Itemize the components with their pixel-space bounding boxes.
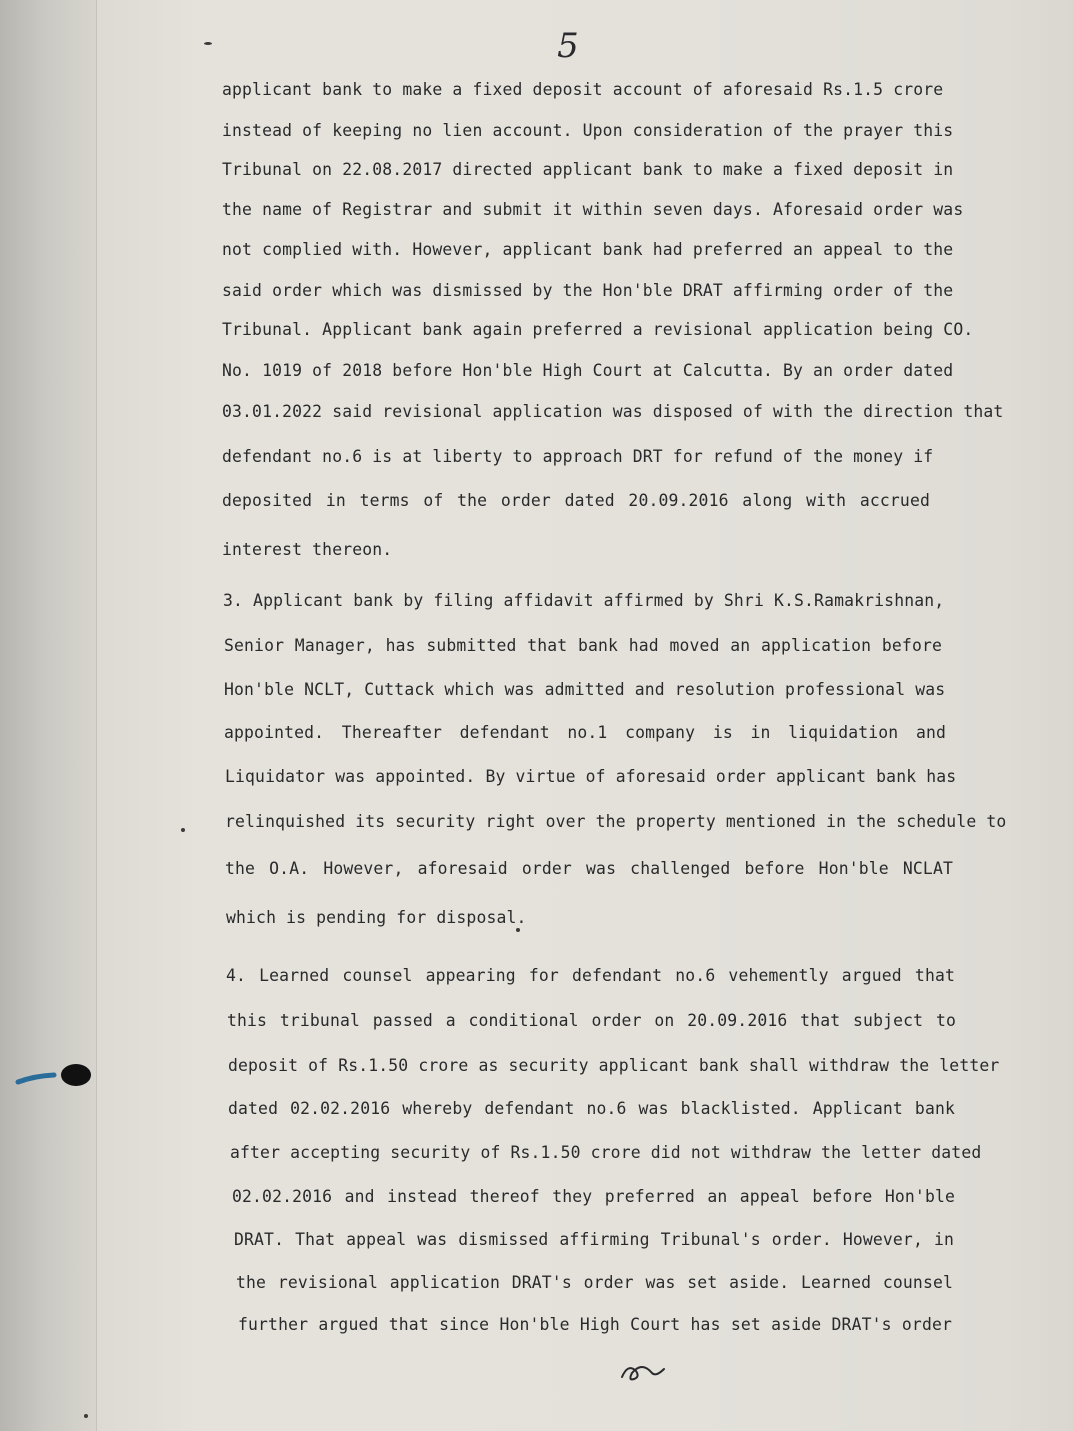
text-line: DRAT. That appeal was dismissed affirming Tribunal's order. However, in bbox=[234, 1230, 954, 1249]
text-line: after accepting security of Rs.1.50 crore did not withdraw the letter dated bbox=[230, 1143, 982, 1162]
text-line: relinquished its security right over the property mentioned in the schedule to bbox=[225, 812, 1007, 831]
text-line: 02.02.2016 and instead thereof they preferred an appeal before Hon'ble bbox=[232, 1187, 955, 1206]
text-line: No. 1019 of 2018 before Hon'ble High Court at Calcutta. By an order dated bbox=[222, 361, 954, 380]
text-line: said order which was dismissed by the Hon'ble DRAT affirming order of the bbox=[222, 281, 954, 300]
text-line: defendant no.6 is at liberty to approach DRT for refund of the money if bbox=[222, 447, 934, 466]
scan-speck bbox=[204, 42, 212, 45]
scan-speck bbox=[516, 928, 520, 932]
initials-signature-icon bbox=[618, 1355, 668, 1385]
text-line: dated 02.02.2016 whereby defendant no.6 was blacklisted. Applicant bank bbox=[228, 1099, 955, 1118]
text-line: Tribunal on 22.08.2017 directed applicant bank to make a fixed deposit in bbox=[222, 160, 954, 179]
text-line: interest thereon. bbox=[222, 540, 393, 559]
scan-speck bbox=[84, 1414, 88, 1418]
text-line: this tribunal passed a conditional order on 20.09.2016 that subject to bbox=[227, 1011, 956, 1030]
paragraph-4-start: 4. Learned counsel appearing for defendant no.6 vehemently argued that bbox=[226, 966, 955, 985]
page-number: 5 bbox=[557, 26, 579, 66]
text-line: the name of Registrar and submit it within seven days. Aforesaid order was bbox=[222, 200, 964, 219]
paragraph-3-start: 3. Applicant bank by filing affidavit affirmed by Shri K.S.Ramakrishnan, bbox=[223, 591, 945, 610]
text-line: deposited in terms of the order dated 20.09.2016 along with accrued bbox=[222, 491, 930, 510]
text-line: Hon'ble NCLT, Cuttack which was admitted and resolution professional was bbox=[224, 680, 946, 699]
text-line: the revisional application DRAT's order was set aside. Learned counsel bbox=[236, 1273, 953, 1292]
text-line: further argued that since Hon'ble High Court has set aside DRAT's order bbox=[238, 1315, 952, 1334]
text-line: appointed. Thereafter defendant no.1 company is in liquidation and bbox=[224, 723, 946, 742]
text-line: Liquidator was appointed. By virtue of aforesaid order applicant bank has bbox=[225, 767, 957, 786]
text-line: 03.01.2022 said revisional application was disposed of with the direction that bbox=[222, 402, 1004, 421]
text-line: Tribunal. Applicant bank again preferred a revisional application being CO. bbox=[222, 320, 974, 339]
text-line: instead of keeping no lien account. Upon consideration of the prayer this bbox=[222, 121, 954, 140]
text-line: applicant bank to make a fixed deposit account of aforesaid Rs.1.5 crore bbox=[222, 80, 944, 99]
text-line: deposit of Rs.1.50 crore as security applicant bank shall withdraw the letter bbox=[228, 1056, 1000, 1075]
text-line: the O.A. However, aforesaid order was challenged before Hon'ble NCLAT bbox=[225, 859, 953, 878]
scan-speck bbox=[181, 828, 185, 832]
text-line: not complied with. However, applicant bank had preferred an appeal to the bbox=[222, 240, 954, 259]
text-line: which is pending for disposal. bbox=[226, 908, 527, 927]
text-line: Senior Manager, has submitted that bank had moved an application before bbox=[224, 636, 942, 655]
